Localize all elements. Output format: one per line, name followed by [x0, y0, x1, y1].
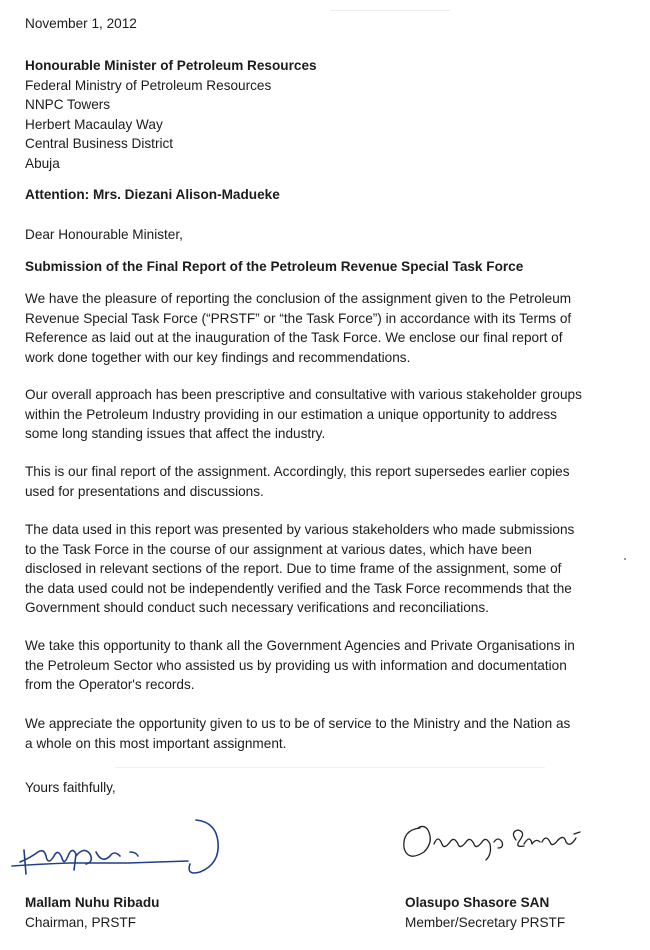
signature-ribadu [10, 812, 230, 884]
body-paragraph: We take this opportunity to thank all the Government Agencies and Private Organisations in the Petroleum Sector who assisted us by providing us with information and documentation from the Operator's records. [25, 638, 575, 692]
recipient-title: Honourable Minister of Petroleum Resources [25, 58, 317, 73]
signatory-chairman [25, 893, 159, 932]
recipient-line: Herbert Macaulay Way [25, 116, 163, 132]
recipient-line: Abuja [25, 155, 60, 171]
body-paragraph: This is our final report of the assignment. Accordingly, this report supersedes earlier copies used for presentations and discussions. [25, 464, 570, 499]
signatory-role: Chairman, PRSTF [25, 914, 137, 930]
body-paragraph: The data used in this report was presented by various stakeholders who made submissions to the Task Force in the course of our assignment at various dates, which have been disclosed in relevant sections of the report. Due to time frame of the assignment, some of the data used could not be independently verified and the Task Force recommends that the Government should conduct such necessary verifications and reconciliations. [25, 522, 575, 615]
recipient-line: Federal Ministry of Petroleum Resources [25, 77, 272, 93]
closing: Yours faithfully, [25, 780, 116, 795]
salutation: Dear Honourable Minister, [25, 227, 183, 242]
attention-line: Attention: Mrs. Diezani Alison-Madueke [25, 187, 280, 202]
recipient-line: NNPC Towers [25, 97, 111, 112]
letter-date: November 1, 2012 [25, 16, 137, 31]
subject-line: Submission of the Final Report of the Petroleum Revenue Special Task Force [25, 259, 524, 274]
signatory-name: Mallam Nuhu Ribadu [25, 895, 160, 910]
scan-artifact-line [330, 10, 450, 11]
signature-shasore [398, 814, 588, 870]
scan-artifact-line [115, 767, 545, 768]
signatory-secretary [405, 893, 565, 932]
recipient-line: Central Business District [25, 136, 174, 151]
signatory-role: Member/Secretary PRSTF [405, 914, 566, 930]
body-paragraph: We appreciate the opportunity given to us to be of service to the Ministry and the Nation as a whole on this most important assignment. [25, 716, 571, 751]
signatory-name: Olasupo Shasore SAN [405, 895, 550, 910]
recipient-block [25, 56, 640, 173]
body-paragraph: Our overall approach has been prescriptive and consultative with various stakeholder groups within the Petroleum Industry providing in our estimation a unique opportunity to address some long standing issues that affect the industry. [25, 387, 582, 441]
body-paragraph: We have the pleasure of reporting the conclusion of the assignment given to the Petroleum Revenue Special Task Force (“PRSTF” or “the Task Force”) in accordance with its Terms of Reference as laid out at the inauguration of the Task Force. We enclose our final report of work done together with our key findings and recommendations. [25, 291, 572, 365]
